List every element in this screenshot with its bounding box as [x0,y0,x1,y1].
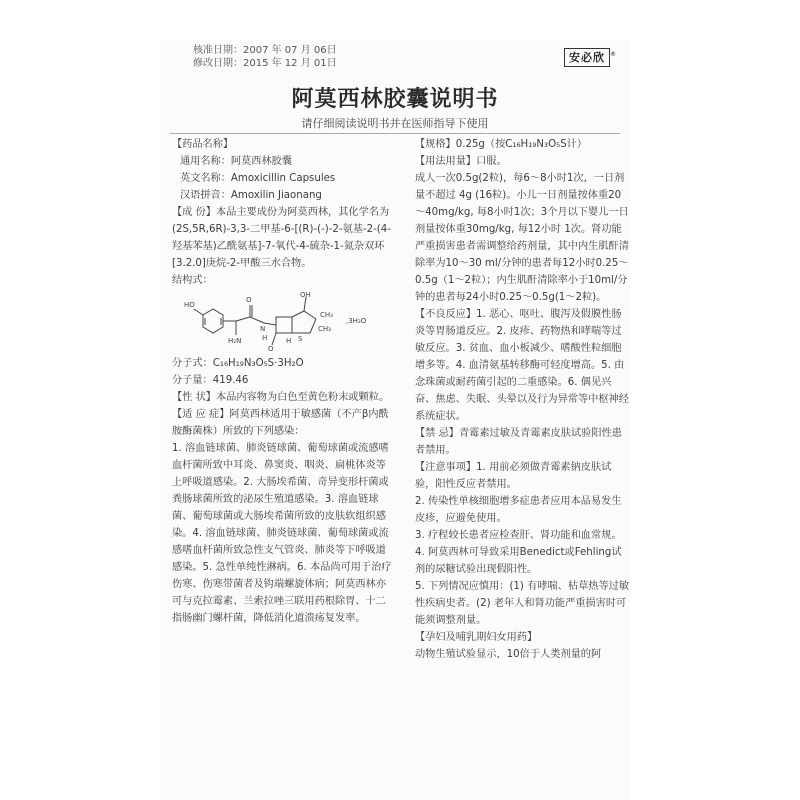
atom-h2: H [286,337,292,345]
caution-item-2: 2. 传染性单核细胞增多症患者应用本品易发生皮疹，应避免使用。 [415,496,622,524]
pregnancy-heading: 【孕妇及哺乳期妇女用药】 [415,632,538,643]
pinyin-name: 汉语拼音：Amoxilin Jiaonang [180,190,322,201]
approval-date: 核准日期：2007 年 07 月 06日 [193,45,337,56]
dates-block [193,44,337,70]
atom-s: S [298,335,303,343]
document-title: 阿莫西林胶囊说明书 [291,87,499,112]
header-divider [170,133,620,134]
specification-section: 【规格】0.25g（按C₁₆H₁₉N₃O₅S计） [415,139,588,150]
properties-section: 【性 状】本品内容物为白色至黄色粉末或颗粒。 [172,392,390,403]
molecular-formula: 分子式：C₁₆H₁₉N₃O₅S·3H₂O [172,358,304,369]
atom-h2o: ,3H₂O [346,317,367,325]
caution-item-3: 3. 疗程较长患者应检查肝、肾功能和血常规。 [415,530,622,541]
caution-item-4: 4. 阿莫西林可导致采用Benedict或Fehling试剂的尿糖试验出现假阳性。 [415,547,622,575]
composition-section: 【成 份】本品主要成份为阿莫西林，其化学名为(2S,5R,6R)-3,3-二甲基-6-[(R)-(-)-2-氨基-2-(4-羟基苯基)乙酰氨基]-7-氧代-4-硫杂-1-氮杂双环[3.2.0]庚烷-2-甲酸三水合物。 [172,207,391,269]
atom-ho: HO [184,301,195,309]
drug-name-heading: 【药品名称】 [172,139,234,150]
document-subtitle: 请仔细阅读说明书并在医师指导下使用 [301,117,489,130]
registered-mark: ® [610,51,616,58]
adverse-reactions-section: 【不良反应】1. 恶心、呕吐、腹泻及假膜性肠炎等胃肠道反应。2. 皮疹、药物热和哮喘等过敏反应。3. 贫血、血小板减少、嗜酸性粒细胞增多等。4. 血清氨基转移酶可轻度增高。5. 由念珠菌或耐药菌引起的二重感染。6. 偶见兴奋、焦虑、失眠、头晕以及行为异常等中枢神经系统症状。 [415,309,629,422]
contraindications-section: 【禁 忌】青霉素过敏及青霉素皮肤试验阳性患者禁用。 [415,428,622,456]
structural-formula [172,291,394,353]
atom-n: N [260,325,266,333]
logo-text: 安必欣 [569,51,605,64]
indications-section: 【适 应 症】阿莫西林适用于敏感菌（不产β内酰胺酶菌株）所致的下列感染： [172,409,389,437]
generic-name: 通用名称：阿莫西林胶囊 [180,156,293,167]
atom-o1: O [246,296,252,304]
usage-body: 成人一次0.5g(2粒)，每6～8小时1次，一日剂量不超过 4g (16粒)。小儿一日剂量按体重20～40mg/kg, 每8小时1次；3个月以下婴儿一日剂量按体重30mg/kg, 每12小时 1次。肾功能严重损害患者需调整给药剂量，其中内生肌酐清除率为10～30 ml/分钟的患者每12小时0.25～0.5g（1～2粒）；内生肌酐清除率小于10ml/分钟的患者每24小时0.25～0.5g(1～2粒)。 [415,173,629,303]
right-column [415,136,630,663]
left-column [172,136,394,627]
atom-o2: O [268,345,274,353]
cautions-section: 【注意事项】1. 用前必须做青霉素钠皮肤试验，阳性反应者禁用。 [415,462,612,490]
molecular-weight: 分子量：419.46 [172,375,249,386]
atom-ch3b: CH₃ [318,325,331,333]
english-name: 英文名称：Amoxicillin Capsules [180,173,336,184]
pregnancy-body: 动物生殖试验显示，10倍于人类剂量的阿 [415,649,602,660]
structure-label: 结构式： [172,275,213,286]
atom-oh: OH [300,291,311,299]
usage-heading: 【用法用量】口服。 [415,156,507,167]
revision-date: 修改日期：2015 年 12 月 01日 [193,58,337,69]
indications-body: 1. 溶血链球菌、肺炎链球菌、葡萄球菌或流感嗜血杆菌所致中耳炎、鼻窦炎、咽炎、扁桃体炎等上呼吸道感染。2. 大肠埃希菌、奇异变形杆菌或粪肠球菌所致的泌尿生殖道感染。3. 溶血链球菌、葡萄球菌或大肠埃希菌所致的皮肤软组织感染。4. 溶血链球菌、肺炎链球菌、葡萄球菌或流感嗜血杆菌所致急性支气管炎、肺炎等下呼吸道感染。5. 急性单纯性淋病。6. 本品尚可用于治疗伤寒、伤寒带菌者及钩端螺旋体病；阿莫西林亦可与克拉霉素、兰索拉唑三联用药根除胃、十二指肠幽门螺杆菌，降低消化道溃疡复发率。 [172,443,392,624]
brand-logo [564,48,616,67]
atom-ch3a: CH₃ [320,311,333,319]
leaflet-sheet [160,40,630,800]
atom-h1: H [262,334,268,342]
atom-h2n: H₂N [228,337,242,345]
structure-drawing [178,291,393,353]
caution-item-5: 5. 下列情况应慎用：(1) 有哮喘、枯草热等过敏性疾病史者。(2) 老年人和肾功能严重损害时可能须调整剂量。 [415,581,630,626]
